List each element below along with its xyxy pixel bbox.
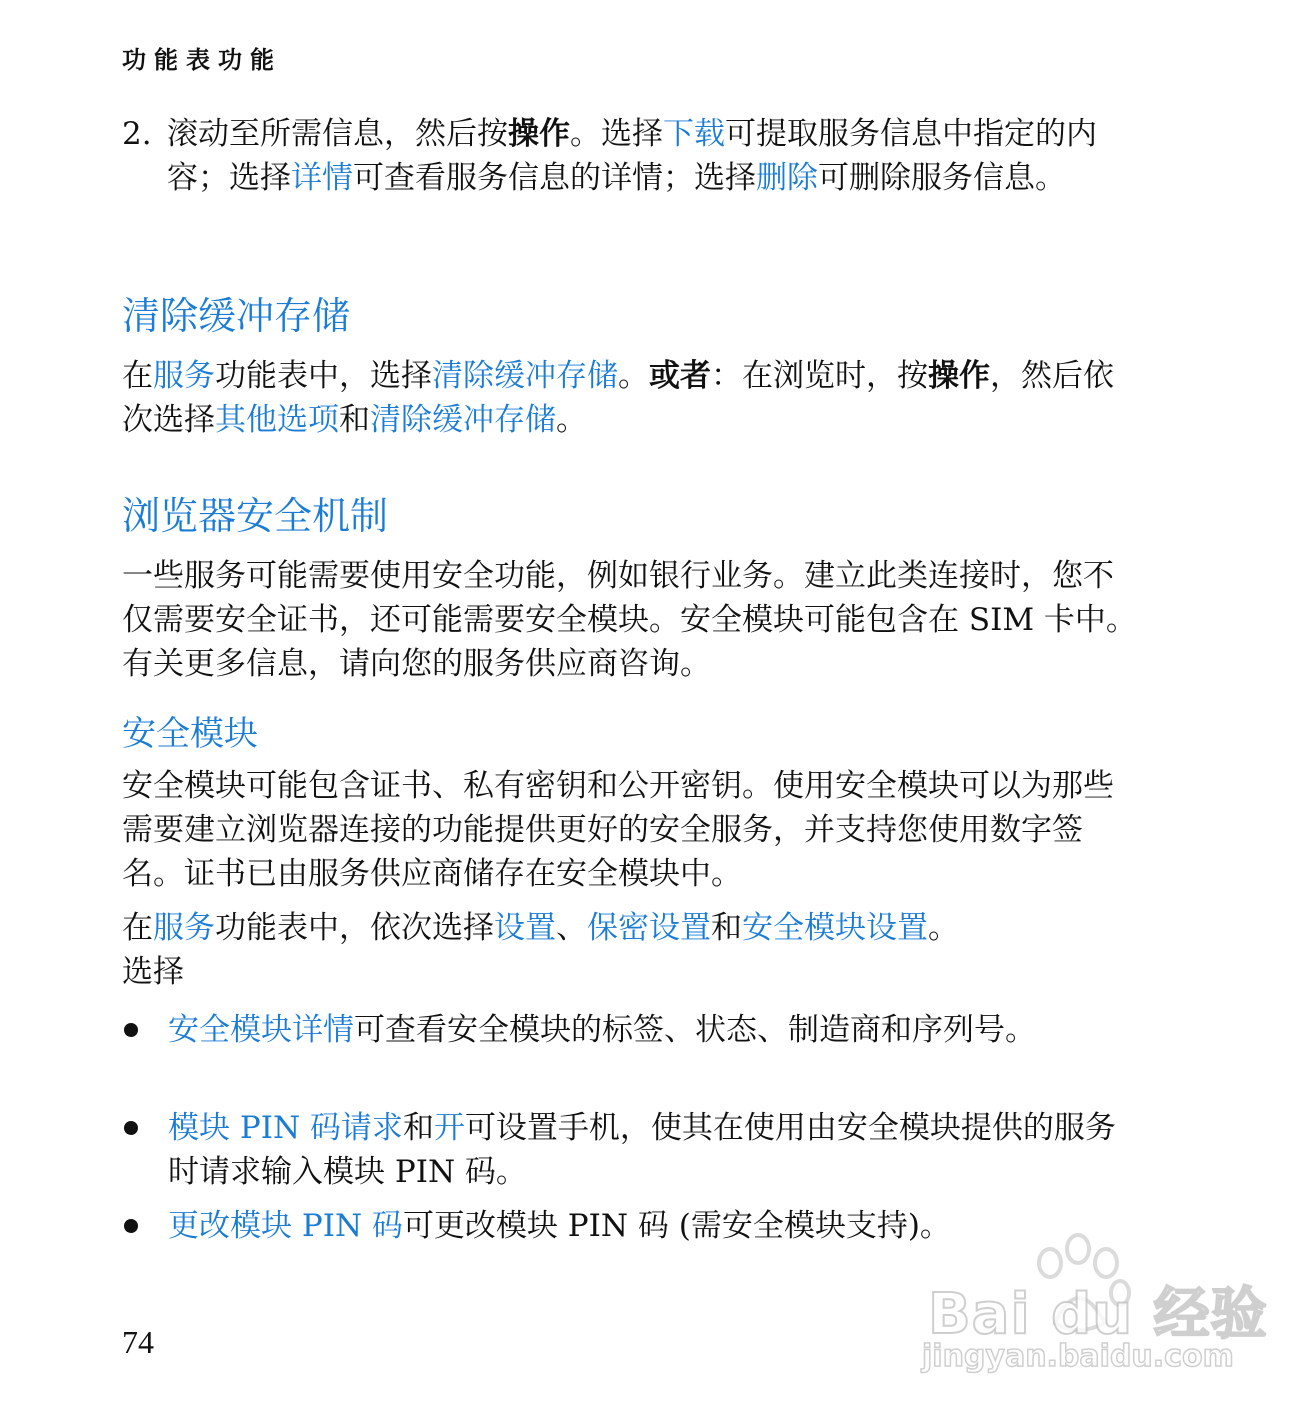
security-module-instructions [122,906,1137,994]
text-segment: 。 [556,402,587,438]
text-segment: 选择 [122,954,184,990]
bullet-icon [124,1219,138,1233]
text-segment: 可查看安全模块的标签、状态、制造商和序列号。 [354,1012,1036,1048]
bullet-text [168,1106,1137,1194]
bold-key-label: 操作 [508,116,570,152]
menu-option-clear-cache: 清除缓冲存储 [432,358,618,394]
text-segment: ：在浏览时，按 [711,358,928,394]
heading-security-module: 安全模块 [122,714,258,754]
heading-browser-security: 浏览器安全机制 [122,494,389,538]
bullet-icon [124,1121,138,1135]
text-segment: 功能表中，选择 [215,358,432,394]
text-segment: 在 [122,358,153,394]
text-segment: 。选择 [570,116,663,152]
text-segment: 和 [402,1110,434,1146]
text-segment: 可提取服务信息中指定的内容；选择 [167,116,1097,196]
text-segment: 和 [711,910,742,946]
text-segment: 。 [928,910,959,946]
menu-option-change-module-pin: 更改模块 PIN 码 [168,1208,403,1244]
step-2 [122,112,1137,200]
menu-option-security-settings: 保密设置 [587,910,711,946]
bold-key-label: 操作 [928,358,990,394]
text-segment: 可查看服务信息的详情；选择 [353,160,756,196]
page-number: 74 [122,1324,154,1360]
menu-option-on: 开 [433,1110,465,1146]
menu-option-details: 详情 [291,160,353,196]
text-segment: 、 [556,910,587,946]
menu-option-module-pin-request: 模块 PIN 码请求 [168,1110,403,1146]
step-number: 2. [122,116,152,152]
security-module-paragraph: 安全模块可能包含证书、私有密钥和公开密钥。使用安全模块可以为那些需要建立浏览器连接的功能提供更好的安全服务，并支持您使用数字签名。证书已由服务供应商储存在安全模块中。 [122,768,1114,892]
clear-cache-paragraph [122,354,1137,442]
menu-option-services: 服务 [153,910,215,946]
text-segment: 功能表中，依次选择 [215,910,494,946]
text-segment: 在 [122,910,153,946]
text-segment: 和 [339,402,370,438]
text-segment: 。 [618,358,649,394]
menu-option-module-details: 安全模块详情 [168,1012,354,1048]
running-header: 功能表功能 [122,46,282,74]
heading-clear-cache: 清除缓冲存储 [122,294,351,338]
menu-option-download: 下载 [663,116,725,152]
watermark-url: jingyan.baidu.com [922,1339,1234,1374]
bullet-item [122,1106,1137,1194]
watermark [900,1225,1268,1375]
bold-or: 或者 [649,358,711,394]
text-segment: 可删除服务信息。 [818,160,1066,196]
bullet-text [168,1008,1137,1052]
menu-option-clear-cache: 清除缓冲存储 [370,402,556,438]
text-segment: 可更改模块 PIN 码 (需安全模块支持)。 [402,1208,951,1244]
menu-option-settings: 设置 [494,910,556,946]
browser-security-paragraph: 一些服务可能需要使用安全功能，例如银行业务。建立此类连接时，您不仅需要安全证书，还可能需要安全模块。安全模块可能包含在 SIM 卡中。有关更多信息，请向您的服务供应商咨询。 [122,558,1137,682]
bullet-item [122,1008,1137,1052]
bullet-icon [124,1023,138,1037]
menu-option-other-options: 其他选项 [215,402,339,438]
text-segment: 滚动至所需信息，然后按 [167,116,508,152]
menu-option-security-module-settings: 安全模块设置 [742,910,928,946]
watermark-brand: Bai du 经验 [928,1282,1268,1347]
step-2-text [167,112,1137,200]
menu-option-delete: 删除 [756,160,818,196]
menu-option-services: 服务 [153,358,215,394]
text-segment: ，然后依次选择 [122,358,1114,438]
text-segment: 可设置手机，使其在使用由安全模块提供的服务时请求输入模块 PIN 码。 [168,1110,1116,1190]
